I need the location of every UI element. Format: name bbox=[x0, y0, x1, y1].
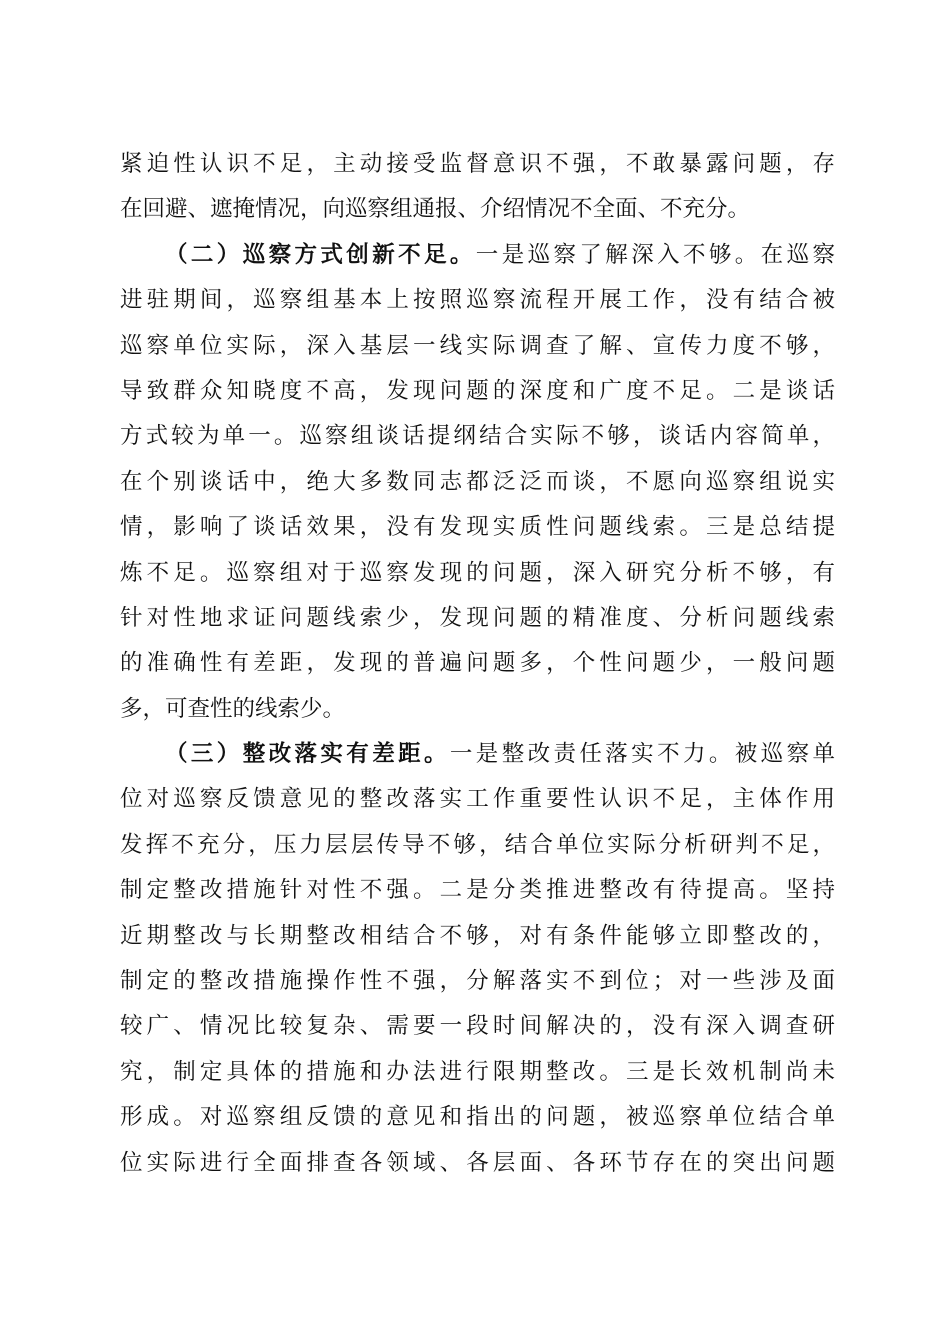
section-3-first-line-text: 一是整改责任落实不力。被巡察单 bbox=[449, 741, 835, 768]
text-line: 近期整改与长期整改相结合不够，对有条件能够立即整改的， bbox=[120, 922, 835, 949]
text-line: 在个别谈话中，绝大多数同志都泛泛而谈，不愿向巡察组说实 bbox=[120, 468, 835, 495]
text-line: 形成。对巡察组反馈的意见和指出的问题，被巡察单位结合单 bbox=[120, 1104, 835, 1131]
text-line: 发挥不充分，压力层层传导不够，结合单位实际分析研判不足， bbox=[120, 831, 835, 858]
text-line: 紧迫性认识不足，主动接受监督意识不强，不敢暴露问题，存 bbox=[120, 151, 835, 177]
text-line: 究，制定具体的措施和办法进行限期整改。三是长效机制尚未 bbox=[120, 1058, 835, 1085]
section-2-first-line bbox=[120, 233, 835, 278]
section-2-heading: （二）巡察方式创新不足。 bbox=[165, 241, 476, 268]
section-2-first-line-text: 一是巡察了解深入不够。在巡察 bbox=[475, 241, 835, 268]
text-line: 针对性地求证问题线索少，发现问题的精准度、分析问题线索 bbox=[120, 604, 835, 631]
text-line: 位对巡察反馈意见的整改落实工作重要性认识不足，主体作用 bbox=[120, 786, 835, 813]
text-line: 位实际进行全面排查各领域、各层面、各环节存在的突出问题 bbox=[120, 1149, 835, 1176]
text-line: 巡察单位实际，深入基层一线实际调查了解、宣传力度不够， bbox=[120, 332, 835, 359]
text-line: 方式较为单一。巡察组谈话提纲结合实际不够，谈话内容简单， bbox=[120, 423, 835, 450]
document-body bbox=[120, 142, 835, 1186]
text-line: 的准确性有差距，发现的普遍问题多，个性问题少，一般问题 bbox=[120, 650, 835, 677]
section-3-heading: （三）整改落实有差距。 bbox=[165, 741, 450, 768]
text-line: 制定整改措施针对性不强。二是分类推进整改有待提高。坚持 bbox=[120, 877, 835, 904]
text-line: 进驻期间，巡察组基本上按照巡察流程开展工作，没有结合被 bbox=[120, 287, 835, 314]
text-line: 多，可查性的线索少。 bbox=[120, 695, 346, 722]
section-3-first-line bbox=[120, 732, 835, 777]
text-line: 较广、情况比较复杂、需要一段时间解决的，没有深入调查研 bbox=[120, 1013, 835, 1040]
text-line: 情，影响了谈话效果，没有发现实质性问题线索。三是总结提 bbox=[120, 514, 835, 541]
text-line: 导致群众知晓度不高，发现问题的深度和广度不足。二是谈话 bbox=[120, 377, 835, 404]
text-line: 在回避、遮掩情况，向巡察组通报、介绍情况不全面、不充分。 bbox=[120, 196, 751, 223]
text-line: 制定的整改措施操作性不强，分解落实不到位；对一些涉及面 bbox=[120, 968, 835, 995]
text-line: 炼不足。巡察组对于巡察发现的问题，深入研究分析不够，有 bbox=[120, 559, 835, 586]
